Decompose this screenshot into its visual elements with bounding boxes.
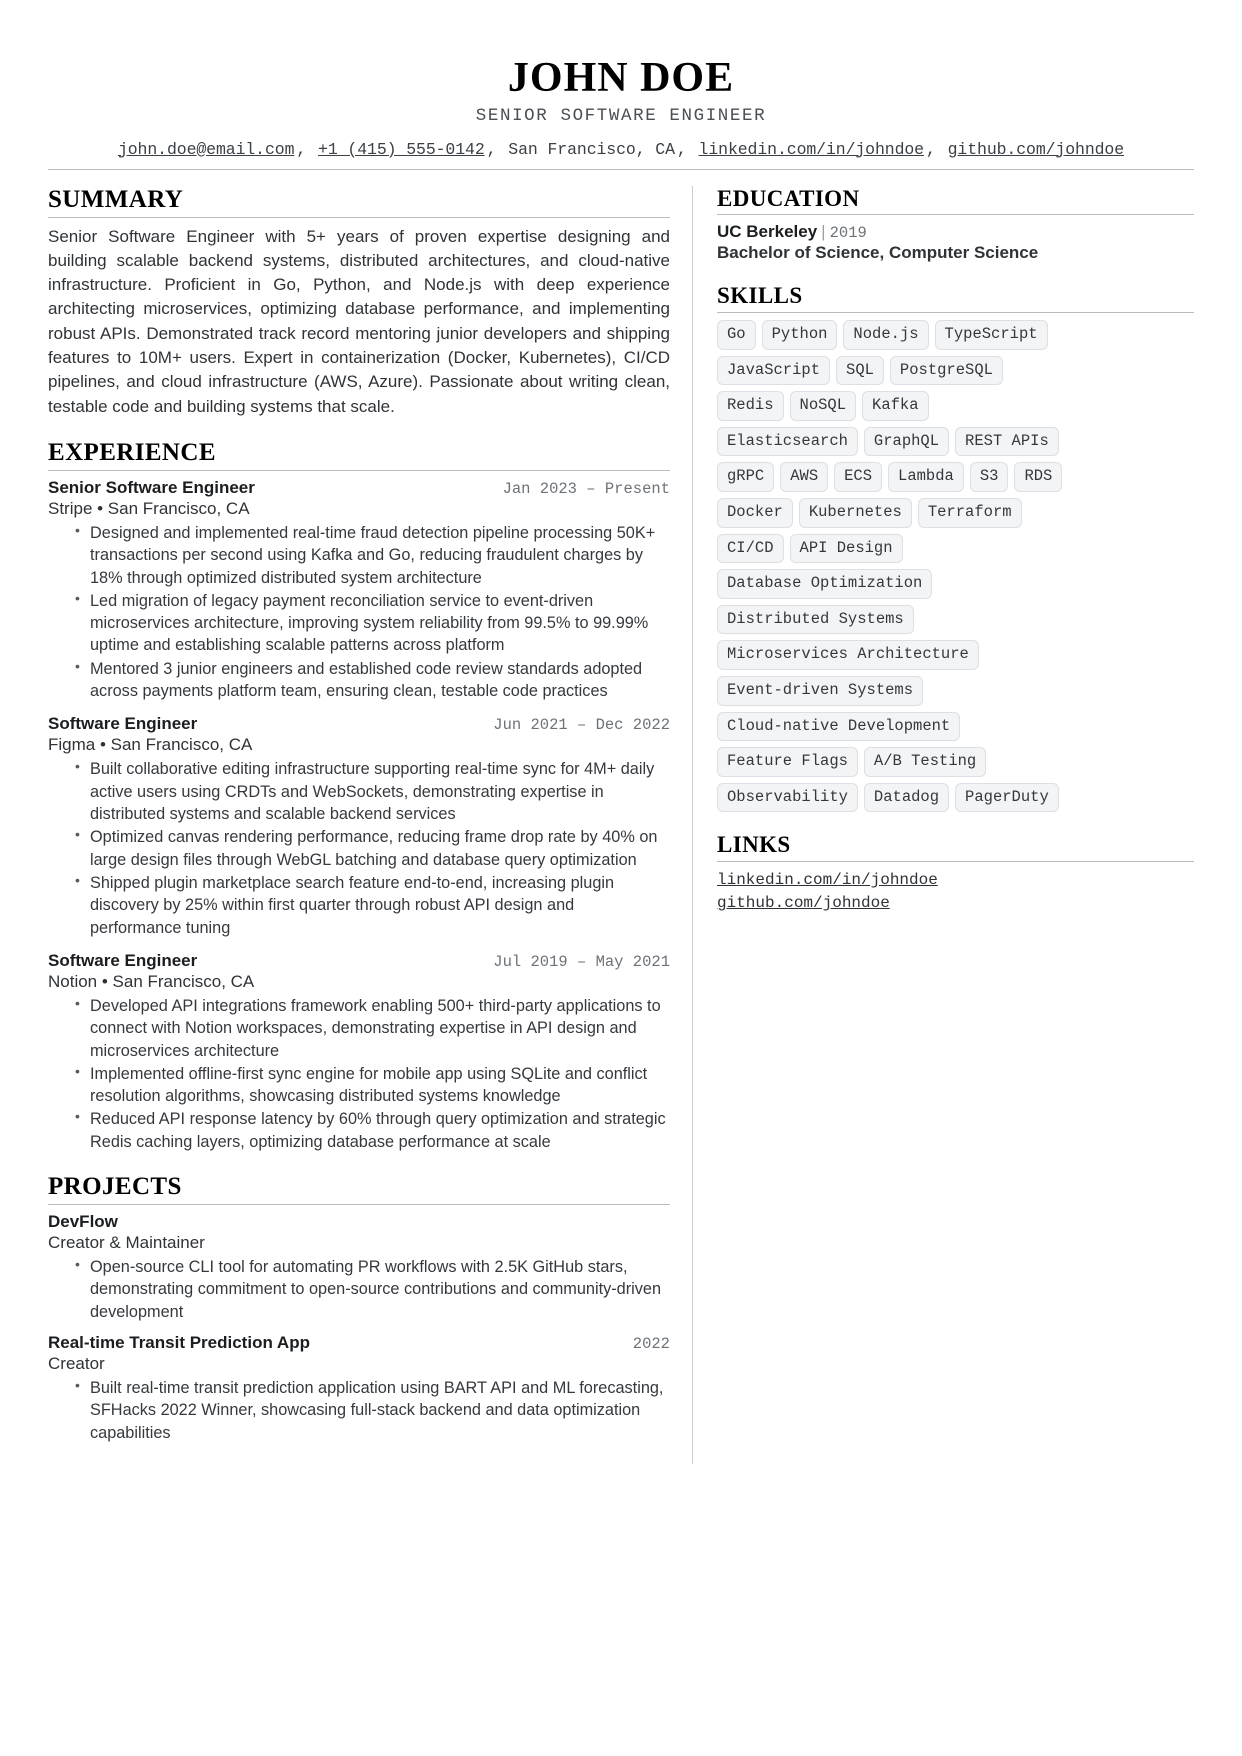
skill-pill: Elasticsearch (717, 427, 858, 457)
project-bullet-list (48, 1377, 670, 1444)
profile-link[interactable]: github.com/johndoe (717, 894, 890, 913)
skill-pill: A/B Testing (864, 747, 986, 777)
resume-header (48, 54, 1194, 170)
skill-pill: GraphQL (864, 427, 949, 457)
skill-pill: Distributed Systems (717, 605, 914, 635)
skill-pill: API Design (790, 534, 903, 564)
projects-list (48, 1212, 670, 1444)
experience-rule (48, 470, 670, 471)
skills-list (717, 320, 1069, 812)
education-heading: EDUCATION (717, 185, 860, 211)
contact-separator-4: , (925, 139, 936, 159)
bullet-item: • Mentored 3 junior engineers and established code review standards adopted across payments platform team, ensuring clean, testable code practices (48, 658, 670, 703)
education-degree: Bachelor of Science, Computer Science (717, 243, 1039, 263)
project-bullet-list (48, 1256, 670, 1323)
skill-pill: Kubernetes (799, 498, 912, 528)
contact-line (48, 140, 1194, 170)
job-bullet-list (48, 522, 670, 703)
education-entry (717, 222, 1194, 263)
main-column (48, 186, 692, 1464)
project-name: DevFlow (48, 1212, 118, 1232)
skill-pill: Docker (717, 498, 793, 528)
skill-pill: gRPC (717, 462, 774, 492)
summary-text: Senior Software Engineer with 5+ years of proven expertise designing and building scalable backend systems, distributed architectures, and cloud-native infrastructure. Proficient in Go, Python, and Node.js with deep experience architecting microservices, optimizing database performance, and implementing robust APIs. Demonstrated track record mentoring junior developers and shipping features to 10M+ users. Expert in containerization (Docker, Kubernetes), CI/CD pipelines, and cloud infrastructure (AWS, Azure). Passionate about writing clean, testable code and building systems that scale. (48, 226, 670, 416)
sidebar-column (693, 186, 1194, 936)
job-dates: Jan 2023 – Present (502, 479, 670, 498)
section-summary (48, 186, 670, 419)
skill-pill: AWS (780, 462, 828, 492)
skill-pill: JavaScript (717, 356, 830, 386)
project-role: Creator (48, 1354, 105, 1374)
contact-linkedin[interactable]: linkedin.com/in/johndoe (698, 139, 924, 159)
skill-pill: REST APIs (955, 427, 1059, 457)
skill-pill: RDS (1014, 462, 1062, 492)
bullet-item: • Led migration of legacy payment reconciliation service to event-driven microservices architecture, improving system reliability from 99.5% to 99.99% uptime and establishing scalable patterns across platform (48, 590, 670, 657)
experience-entry-header (48, 951, 670, 971)
section-education (717, 186, 1194, 264)
section-links (717, 832, 1194, 915)
job-company-location: Notion • San Francisco, CA (48, 971, 255, 991)
education-school-line (717, 222, 1194, 242)
links-heading: LINKS (717, 832, 791, 858)
bullet-item: • Open-source CLI tool for automating PR workflows with 2.5K GitHub stars, demonstrating commitment to open-source contributions and community-driven development (48, 1256, 670, 1323)
bullet-item: • Built collaborative editing infrastructure supporting real-time sync for 4M+ daily active users using CRDTs and WebSockets, demonstrating expertise in distributed systems and scalable backend services (48, 758, 670, 825)
job-title: Software Engineer (48, 950, 198, 970)
candidate-name: JOHN DOE (507, 55, 735, 101)
bullet-item: • Designed and implemented real-time fraud detection pipeline processing 50K+ transactions per second using Kafka and Go, reducing fraudulent charges by 18% through optimized distributed system architecture (48, 522, 670, 589)
experience-list (48, 478, 670, 1153)
skills-rule (717, 312, 1194, 313)
education-rule (717, 214, 1194, 215)
experience-entry (48, 714, 670, 939)
job-company-location: Stripe • San Francisco, CA (48, 498, 250, 518)
projects-rule (48, 1204, 670, 1205)
skill-pill: Observability (717, 783, 858, 813)
experience-entry (48, 478, 670, 703)
job-title: Senior Software Engineer (48, 477, 255, 497)
skill-pill: Event-driven Systems (717, 676, 923, 706)
project-entry-header (48, 1333, 670, 1353)
skill-pill: Kafka (862, 391, 929, 421)
skill-pill: NoSQL (790, 391, 857, 421)
skill-pill: TypeScript (935, 320, 1048, 350)
education-school: UC Berkeley (717, 222, 818, 242)
bullet-item: • Shipped plugin marketplace search feature end-to-end, increasing plugin discovery by 25% within first quarter through robust API design and performance tuning (48, 872, 670, 939)
education-list (717, 222, 1194, 263)
skills-heading: SKILLS (717, 283, 803, 309)
project-entry-header (48, 1212, 670, 1232)
links-list (717, 869, 1194, 915)
skill-pill: Terraform (918, 498, 1022, 528)
bullet-item: • Implemented offline-first sync engine for mobile app using SQLite and conflict resolution algorithms, showcasing distributed systems knowledge (48, 1063, 670, 1108)
skill-pill: CI/CD (717, 534, 784, 564)
job-company-location: Figma • San Francisco, CA (48, 735, 253, 755)
projects-heading: PROJECTS (48, 1173, 182, 1201)
skill-pill: Python (762, 320, 838, 350)
contact-phone[interactable]: +1 (415) 555-0142 (318, 139, 485, 159)
contact-separator-1: , (296, 139, 307, 159)
job-bullet-list (48, 758, 670, 939)
bullet-item: • Built real-time transit prediction application using BART API and ML forecasting, SFHacks 2022 Winner, showcasing full-stack backend and data optimization capabilities (48, 1377, 670, 1444)
resume-body (48, 186, 1194, 1464)
skill-pill: Go (717, 320, 756, 350)
project-dates: 2022 (632, 1335, 670, 1354)
section-experience (48, 439, 670, 1153)
skill-pill: Lambda (888, 462, 964, 492)
skill-pill: Feature Flags (717, 747, 858, 777)
contact-email[interactable]: john.doe@email.com (117, 139, 295, 159)
skill-pill: Datadog (864, 783, 949, 813)
education-divider: | (821, 222, 826, 242)
project-entry (48, 1333, 670, 1444)
job-title: Software Engineer (48, 714, 198, 734)
section-projects (48, 1173, 670, 1444)
experience-entry-header (48, 714, 670, 734)
experience-entry (48, 951, 670, 1153)
section-skills (717, 283, 1194, 812)
contact-location: San Francisco, CA (508, 139, 675, 159)
project-entry (48, 1212, 670, 1323)
bullet-item: • Developed API integrations framework enabling 500+ third-party applications to connect with Notion workspaces, demonstrating expertise in API design and microservices architecture (48, 995, 670, 1062)
contact-separator-2: , (486, 139, 497, 159)
project-name: Real-time Transit Prediction App (48, 1333, 310, 1353)
skill-pill: Database Optimization (717, 569, 932, 599)
summary-heading: SUMMARY (48, 185, 184, 213)
skill-pill: PagerDuty (955, 783, 1059, 813)
bullet-item: • Optimized canvas rendering performance, reducing frame drop rate by 40% on large design files through WebGL batching and database query optimization (48, 826, 670, 871)
skill-pill: PostgreSQL (890, 356, 1003, 386)
job-dates: Jun 2021 – Dec 2022 (493, 716, 670, 735)
profile-link[interactable]: linkedin.com/in/johndoe (717, 871, 938, 890)
skill-pill: Microservices Architecture (717, 640, 979, 670)
job-bullet-list (48, 995, 670, 1153)
education-year: 2019 (829, 224, 867, 243)
links-rule (717, 861, 1194, 862)
skill-pill: Cloud-native Development (717, 712, 960, 742)
experience-heading: EXPERIENCE (48, 438, 216, 466)
contact-separator-3: , (676, 139, 687, 159)
skill-pill: S3 (970, 462, 1009, 492)
bullet-item: • Reduced API response latency by 60% through query optimization and strategic Redis caching layers, optimizing database performance at scale (48, 1108, 670, 1153)
experience-entry-header (48, 478, 670, 498)
skill-pill: Node.js (843, 320, 928, 350)
contact-github[interactable]: github.com/johndoe (947, 139, 1125, 159)
project-role: Creator & Maintainer (48, 1233, 205, 1253)
skill-pill: Redis (717, 391, 784, 421)
summary-rule (48, 217, 670, 218)
skill-pill: SQL (836, 356, 884, 386)
candidate-role: SENIOR SOFTWARE ENGINEER (475, 105, 767, 126)
job-dates: Jul 2019 – May 2021 (493, 952, 670, 971)
skill-pill: ECS (834, 462, 882, 492)
